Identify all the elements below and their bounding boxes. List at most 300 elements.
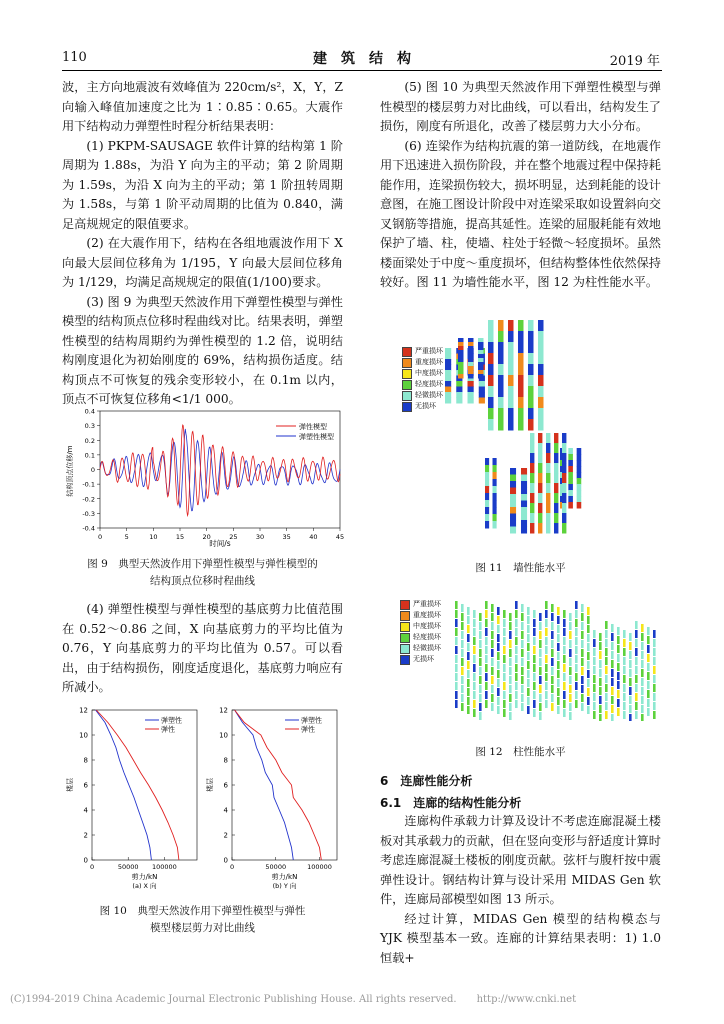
column-element [575,700,578,708]
column-element [575,619,578,627]
column-element [635,621,638,629]
wall-element [518,320,524,332]
column-element [551,604,554,612]
fig10-panel-label: (a) X 向 [132,882,157,890]
wall-element [546,433,550,444]
column-element [617,663,620,671]
wall-element [478,350,484,355]
wall-element [538,386,544,398]
column-element [647,708,650,716]
column-element [563,646,566,654]
column-element [569,676,572,684]
column-element [491,694,494,702]
wall-element [577,478,582,485]
column-element [641,624,644,632]
wall-element [568,484,573,491]
column-element [635,648,638,656]
wall-element [485,514,489,522]
column-element [629,669,632,677]
column-element [581,685,584,693]
wall-element [445,392,451,398]
wall-element [458,358,464,363]
column-element [533,664,536,672]
paragraph-4: (4) 弹塑性模型与弹性模型的基底剪力比值范围在 0.52～0.86 之间，X 向基底剪力的平均比值为 0.76，Y 向基底剪力的平均比值为 0.57。可以看出，由于结构损伤，刚度适度退化，基底剪力响应有所减小。 [62,602,343,694]
column-element [467,634,470,642]
column-element [455,619,458,627]
column-element [629,714,632,721]
wall-element [546,453,550,464]
column-element [587,697,590,705]
wall-element [458,346,464,351]
wall-element [493,486,497,494]
wall-element [493,500,497,508]
column-element [467,688,470,696]
wall-element [479,392,485,398]
column-element [527,697,530,705]
column-element [491,604,494,612]
column-element [605,711,608,719]
section-6-1-heading: 6.1 连廊的结构性能分析 [380,796,522,810]
wall-element [510,507,516,514]
section-6-heading: 6 连廊性能分析 [380,774,473,788]
column-element [539,694,542,702]
wall-element [538,342,544,354]
damage-legend-label: 重度损坏 [415,358,443,366]
wall-element [554,503,558,514]
wall-element [518,342,524,354]
column-element [545,691,548,699]
column-element [557,616,560,624]
column-element [641,642,644,650]
column-element [461,649,464,657]
wall-element [562,463,566,474]
column-element [527,607,530,615]
wall-element [538,397,544,409]
column-element [629,651,632,659]
fig10-legend-plastic: 弹塑性 [161,716,182,725]
wall-element [528,342,534,354]
wall-element [510,514,516,521]
column-element [653,630,656,638]
column-element [563,628,566,636]
column-element [623,648,626,656]
column-element [623,657,626,665]
paragraph-5: (5) 图 10 为典型天然波作用下弹塑性模型与弹性模型的楼层剪力对比曲线，可以看出，结构发生了损伤，刚度有所退化，改善了楼层剪力大小分布。 [380,80,661,133]
column-element [641,669,644,677]
column-element [617,708,620,716]
wall-element [518,386,524,398]
column-element [551,622,554,630]
column-element [641,687,644,695]
wall-element [498,386,504,398]
column-element [467,661,470,669]
wall-element [493,514,497,522]
column-element [575,691,578,699]
fig9-xtick-label: 35 [282,533,291,541]
wall-element [508,353,514,365]
column-element [647,645,650,653]
wall-element [456,398,462,404]
wall-element [445,359,451,365]
column-element [635,639,638,647]
column-element [617,681,620,689]
fig10-ytick-label: 12 [219,706,228,715]
wall-element [530,503,534,514]
wall-element [479,398,485,404]
column-element [647,663,650,671]
wall-element [458,374,464,379]
column-element [509,649,512,657]
column-element [527,616,530,624]
column-element [527,670,530,678]
column-element [581,613,584,621]
column-element [485,655,488,663]
column-element [533,610,536,618]
column-element [599,714,602,721]
wall-element [488,320,494,332]
wall-element [528,386,534,398]
wall-element [478,370,484,375]
column-element [473,673,476,681]
column-element [563,619,566,627]
column-element [473,655,476,663]
fig9-xtick-label: 5 [124,533,129,541]
column-element [479,712,482,720]
column-element [533,646,536,654]
wall-element [530,513,534,524]
column-element [545,655,548,663]
wall-element [478,374,484,379]
column-element [593,702,596,710]
wall-element [562,493,566,504]
wall-element [488,419,494,431]
column-element [563,682,566,690]
wall-element [518,375,524,387]
fig9-caption-line1: 图 9 典型天然波作用下弹塑性模型与弹性模型的 [87,558,318,570]
column-element [605,630,608,638]
column-element [641,633,644,641]
wall-element [508,419,514,431]
column-element [515,700,518,708]
fig10-panel-x [65,707,197,891]
journal-title: 建 筑 结 构 [313,51,411,67]
wall-element [445,376,451,382]
wall-element [488,408,494,420]
wall-element [458,338,464,343]
column-element [551,658,554,666]
column-element [467,643,470,651]
wall-element [538,408,544,420]
column-element [581,604,584,612]
wall-element [528,364,534,376]
column-element [569,712,572,720]
fig9-xtick-label: 40 [309,533,318,541]
column-element [551,640,554,648]
column-element [461,694,464,702]
column-element [467,625,470,633]
fig10-caption-line1: 图 10 典型天然波作用下弹塑性模型与弹性 [99,905,306,917]
wall-element [478,354,484,359]
damage-legend-label: 重度损坏 [413,611,441,619]
column-element [455,691,458,699]
column-element [575,610,578,618]
wall-element [468,342,474,347]
column-element [563,664,566,672]
wall-element [562,483,566,494]
fig9-ylabel: 结构顶点位移/m [66,445,74,497]
wall-element [510,481,516,488]
column-element [563,709,566,717]
wall-element [568,478,573,485]
wall-element [546,483,550,494]
column-element [575,628,578,636]
column-element [461,622,464,630]
column-element [509,703,512,711]
damage-legend-label: 中度损坏 [415,369,443,377]
wall-element [554,483,558,494]
column-element [539,712,542,720]
column-element [515,673,518,681]
wall-element [498,320,504,332]
fig10-ytick-label: 8 [223,756,228,765]
wall-element [562,453,566,464]
wall-element [568,496,573,503]
wall-element [458,342,464,347]
fig10-xlabel: 剪力/kN [271,873,298,881]
column-element [485,610,488,618]
wall-element [577,460,582,467]
column-element [467,706,470,714]
column-element [635,684,638,692]
fig9-xtick-label: 0 [97,533,103,541]
column-element [551,667,554,675]
column-element [485,673,488,681]
wall-element [562,433,566,444]
column-element [467,652,470,660]
paragraph-6: (6) 连梁作为结构抗震的第一道防线，在地震作用下迅速进入损伤阶段，并在整个地震过程中保持耗能作用，连梁损伤较大，损坏明显，达到耗能的设计意图，在施工图设计阶段中对连梁采取如设置斜向交叉钢筋等措施，提高其延性。连梁的屈服耗能有效地保护了墙、柱，使墙、柱处于轻微～轻度损坏。虽然楼面梁处于中度～重度损坏，但结构整体性依然保持较好。图 11 为墙性能水平，图 12 为柱性能水平。 [380,138,661,289]
column-element [551,676,554,684]
column-element [503,655,506,663]
wall-element [498,342,504,354]
wall-element [538,513,542,524]
column-element [593,684,596,692]
wall-element [493,465,497,473]
fig9-legend-red: 弹性模型 [299,423,327,431]
wall-element [554,453,558,464]
fig10-xtick-label: 100000 [307,863,332,871]
column-element [545,673,548,681]
wall-element [546,443,550,454]
wall-element [468,392,474,398]
column-element [629,678,632,686]
wall-element [458,354,464,359]
column-element [503,673,506,681]
column-element [611,696,614,704]
wall-element [510,475,516,482]
fig10-xlabel: 剪力/kN [131,873,158,881]
column-element [629,633,632,641]
column-element [581,631,584,639]
damage-legend-label: 轻度损坏 [415,380,443,388]
wall-element [510,501,516,508]
column-element [623,702,626,710]
column-element [593,693,596,701]
wall-element [458,370,464,375]
column-element [461,658,464,666]
wall-element [485,500,489,508]
column-element [479,667,482,675]
wall-element [538,375,544,387]
column-element [593,666,596,674]
column-element [485,601,488,609]
column-element [647,699,650,707]
wall-element [577,490,582,497]
column-element [455,664,458,672]
column-element [479,631,482,639]
wall-element [554,473,558,484]
paragraph-8: 经过计算，MIDAS Gen 模型的结构模态与 YJK 模型基本一致。连廊的计算结果表明：1) 1.0 恒载+ [380,911,661,965]
column-element [521,640,524,648]
column-element [455,628,458,636]
wall-element [530,443,534,454]
wall-element [493,507,497,515]
wall-element [456,381,462,387]
wall-element [508,342,514,354]
column-element [503,610,506,618]
fig9-ytick-label: 0.1 [84,451,95,460]
fig9-y-ticks [82,408,100,533]
column-element [623,711,626,719]
column-element [509,631,512,639]
column-element [587,661,590,669]
figure-10-chart [62,700,352,890]
column-element [551,649,554,657]
column-element [617,699,620,707]
wall-element [554,433,558,444]
fig10-ytick-label: 0 [223,856,228,865]
fig9-xtick-label: 10 [149,533,158,541]
figure-12-caption: 图 12 柱性能水平 [475,746,566,758]
column-element [557,625,560,633]
wall-element [521,507,527,514]
wall-element [479,381,485,387]
column-element [473,610,476,618]
column-element [491,649,494,657]
column-element [479,649,482,657]
column-element [497,661,500,669]
column-element [485,700,488,708]
column-element [629,696,632,704]
wall-element [508,408,514,420]
column-element [581,676,584,684]
damage-legend-label: 轻微损坏 [415,391,443,399]
wall-element [493,493,497,501]
column-element [515,646,518,654]
wall-element [510,520,516,527]
column-element [653,684,656,692]
wall-element [445,381,451,387]
paragraph-7: 连廊构件承载力计算及设计不考虑连廊混凝土楼板对其承载力的贡献，但在竖向变形与舒适度计算时考虑连廊混凝土楼板的刚度贡献。弦杆与腹杆按中震弹性设计。钢结构计算与设计采用 MIDAS Gen 软件，连廊局部模型如图 13 所示。 [380,814,661,906]
column-element [611,642,614,650]
wall-element [521,481,527,488]
column-element [491,640,494,648]
wall-element [518,331,524,343]
column-element [509,613,512,621]
column-element [611,624,614,632]
wall-element [479,387,485,393]
wall-element [518,419,524,431]
wall-element [568,490,573,497]
column-element [569,685,572,693]
fig10-xtick-label: 50000 [117,863,139,871]
wall-element [577,472,582,479]
column-element [575,664,578,672]
wall-element [554,443,558,454]
fig10-xtick-label: 0 [229,863,235,871]
wall-element [554,523,558,534]
column-element [491,676,494,684]
column-element [479,676,482,684]
column-element [587,616,590,624]
column-element [593,648,596,656]
column-element [467,607,470,615]
column-element [641,651,644,659]
fig10-ytick-label: 10 [219,731,228,740]
wall-element [488,397,494,409]
column-element [581,667,584,675]
fig9-ytick-label: 0.3 [84,422,95,431]
column-element [515,691,518,699]
copyright-footer: (C)1994-2019 China Academic Journal Electronic Publishing House. All rights reserved. http://www.cnki.net [10,994,577,1005]
column-element [623,666,626,674]
column-element [491,685,494,693]
fig9-ytick-label: -0.4 [82,524,95,533]
wall-element [577,502,582,509]
column-element [527,661,530,669]
column-element [509,658,512,666]
column-element [569,640,572,648]
column-element [623,693,626,701]
column-element [521,604,524,612]
wall-element [554,493,558,504]
column-element [641,678,644,686]
column-element [479,703,482,711]
column-element [533,709,536,717]
column-element [653,711,656,719]
column-element [461,667,464,675]
column-element [539,658,542,666]
fig10-frame [232,710,337,860]
wall-element [488,364,494,376]
column-element [539,613,542,621]
wall-element [528,419,534,431]
column-element [509,685,512,693]
column-element [611,660,614,668]
column-element [629,705,632,713]
column-element [503,691,506,699]
fig9-xtick-label: 20 [202,533,211,541]
column-element [551,685,554,693]
paragraph-2: (2) 在大震作用下，结构在各组地震波作用下 X 向最大层间位移角为 1/195，Y 向最大层间位移角为 1/129，均满足高规规定的限值(1/100)要求。 [62,236,343,289]
wall-element [508,386,514,398]
column-element [485,628,488,636]
damage-legend-label: 轻微损坏 [413,644,441,652]
column-element [497,625,500,633]
wall-element [528,408,534,420]
column-element [563,691,566,699]
paragraph-3: (3) 图 9 为典型天然波作用下弹塑性模型与弹性模型的结构顶点位移时程曲线对比。结果表明，弹塑性模型的结构周期约为弹性模型的 1.2 倍，说明结构刚度退化为初始刚度的 69%，结构损伤适度。结构顶点不可恢复的残余变形较小，在 0.1m 以内，顶点不可恢复位移角<1/1 000。 [62,294,343,406]
figure-11-caption: 图 11 墙性能水平 [475,562,566,574]
